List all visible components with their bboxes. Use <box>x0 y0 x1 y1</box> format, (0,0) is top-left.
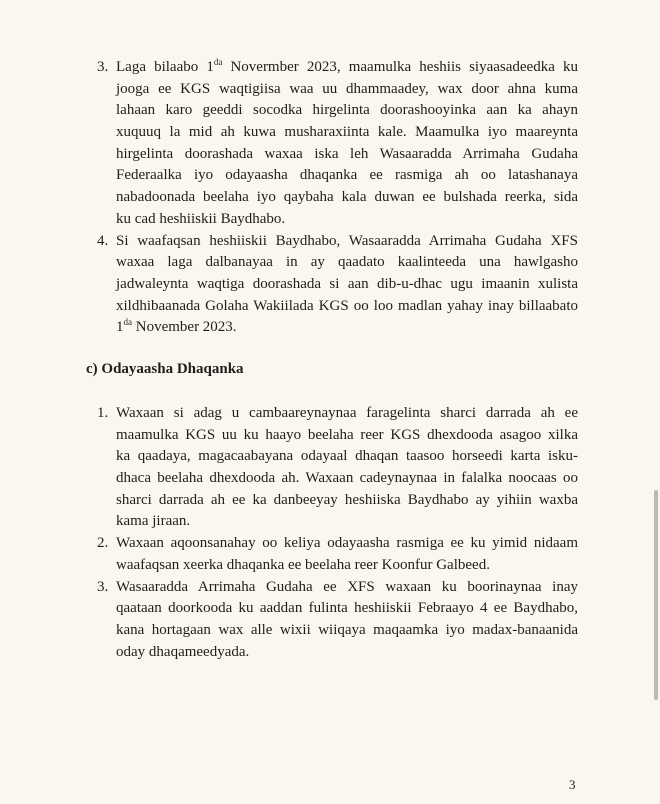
page-number: 3 <box>569 777 576 792</box>
list-number: 1. <box>97 405 109 421</box>
text-line: qaataan doorkooda ku aaddan fulinta heshiiskii Febraayo 4 ee Baydhabo, <box>116 600 578 617</box>
text-line: jadwaleynta waqtiga doorashada si aan dib-u-dhac ugu imaanin xulista <box>116 275 578 292</box>
section-c-list <box>0 403 660 663</box>
list-number: 3. <box>97 578 109 595</box>
section-heading: c) Odayaasha Dhaqanka <box>86 361 244 377</box>
text-line: lahaan karo geeddi socodka hirgelinta doorashooyinka aan ka ahayn <box>116 102 578 119</box>
text-line: xuquuq la mid ah kuwa musharaxiinta kale. Maamulka iyo maareynta <box>116 124 578 141</box>
text-line: nabadoonada beelaha iyo qaybaha kala duwan ee bulshada reerka, sida <box>116 189 578 206</box>
ordinal-suffix: da <box>213 57 223 67</box>
text-line: sharci darrada ah ee ka danbeeyay heshiiska Baydhabo ay yihiin waxba <box>116 491 578 508</box>
text-line <box>116 57 578 79</box>
list-item <box>0 231 660 339</box>
text-fragment: 1 <box>116 319 124 336</box>
text-line: Si waafaqsan heshiiskii Baydhabo, Wasaaradda Arrimaha Gudaha XFS <box>116 232 578 249</box>
text-line: ku cad heshiiskii Baydhabo. <box>116 210 286 227</box>
list-number: 3. <box>97 59 109 75</box>
text-line <box>116 317 578 339</box>
section-b-list <box>0 57 660 339</box>
list-item <box>0 57 660 231</box>
list-item <box>0 403 660 533</box>
text-line: maamulka KGS uu ku haayo beelaha reer KGS dhexdooda asagoo xilka <box>116 426 578 443</box>
text-line: waxaa laga dalbanayaa in ay qaadato kaalinteeda una hawlgasho <box>116 254 578 271</box>
text-line: Federaalka iyo odayaasha dhaqanka ee rasmiga ah oo latashanaya <box>116 167 578 184</box>
text-line: jooga ee KGS waqtigiisa waa uu dhammaadey, wax door ahna kuma <box>116 80 578 97</box>
text-line: waafaqsan xeerka dhaqanka ee beelaha reer Koonfur Galbeed. <box>116 556 490 573</box>
text-line: Wasaaradda Arrimaha Gudaha ee XFS waxaan ku boorinaynaa inay <box>116 578 578 595</box>
text-fragment: November 2023. <box>132 319 237 336</box>
text-line: Waxaan si adag u cambaareynaynaa faragelinta sharci darrada ah ee <box>116 405 578 421</box>
list-item <box>0 577 660 664</box>
scrollbar[interactable] <box>654 490 658 700</box>
text-line: oday dhaqameedyada. <box>116 643 250 660</box>
text-line: ka qaadaya, magacaabayana odayaal dhaqan taasoo horseedi karta isku- <box>116 448 578 465</box>
list-item <box>0 533 660 576</box>
text-line: kama jiraan. <box>116 513 191 530</box>
text-line: hirgelinta doorashada waxaa iska leh Wasaaradda Arrimaha Gudaha <box>116 145 578 162</box>
text-line: dhaca beelaha dhexdooda ah. Waxaan cadeynaynaa in falalka noocaas oo <box>116 470 578 487</box>
text-line: xildhibaanada Golaha Wakiilada KGS oo loo madlan yahay inay billaabato <box>116 297 578 314</box>
list-number: 4. <box>97 232 109 249</box>
text-fragment: Laga bilaabo 1 <box>116 59 214 75</box>
text-fragment: Novermber 2023, maamulka heshiis siyaasadeedka ku <box>222 59 578 75</box>
text-line: Waxaan aqoonsanahay oo keliya odayaasha rasmiga ee ku yimid nidaam <box>116 535 578 552</box>
ordinal-suffix: da <box>123 317 132 328</box>
text-line: kana hortagaan wax alle wixii wiiqaya maqaamka iyo madax-banaanida <box>116 621 578 638</box>
list-number: 2. <box>97 535 109 552</box>
